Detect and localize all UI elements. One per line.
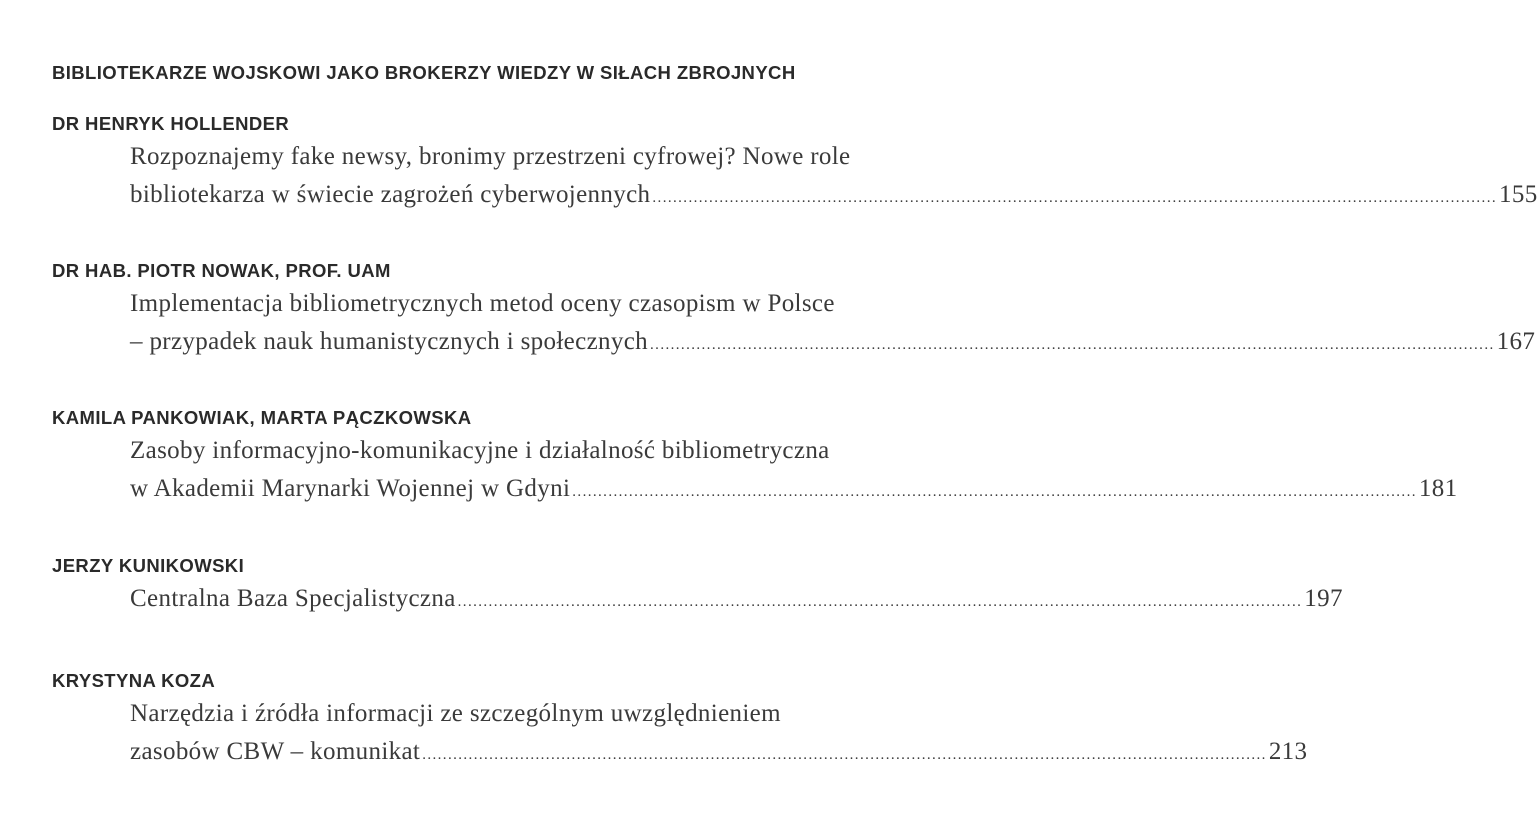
entry-title-text: zasobów CBW – komunikat xyxy=(130,738,421,765)
entry-title-line: Rozpoznajemy fake newsy, bronimy przestrzeni cyfrowej? Nowe role xyxy=(130,143,851,170)
entry-title-line: Implementacja bibliometrycznych metod oceny czasopism w Polsce xyxy=(130,290,835,317)
entry-title-line-with-page xyxy=(130,475,1458,503)
page-number: 213 xyxy=(1268,738,1308,765)
leader-dots: .................................................................................................................................................................... xyxy=(652,190,1497,206)
entry-title-line-with-page xyxy=(130,738,1308,766)
entry-author: DR HAB. PIOTR NOWAK, PROF. UAM xyxy=(52,260,391,281)
page-number: 181 xyxy=(1418,475,1458,502)
leader-dots: .................................................................................................................................................................... xyxy=(650,337,1495,353)
entry-title-line-with-page xyxy=(130,181,1538,209)
entry-title-text: Centralna Baza Specjalistyczna xyxy=(130,585,456,612)
page-number: 197 xyxy=(1304,585,1343,612)
entry-title-line: Narzędzia i źródła informacji ze szczególnym uwzględnieniem xyxy=(130,700,781,727)
section-title: BIBLIOTEKARZE WOJSKOWI JAKO BROKERZY WIEDZY W SIŁACH ZBROJNYCH xyxy=(52,62,796,83)
entry-title-text: – przypadek nauk humanistycznych i społecznych xyxy=(130,328,649,355)
entry-author: KRYSTYNA KOZA xyxy=(52,670,216,691)
entry-title-text: w Akademii Marynarki Wojennej w Gdyni xyxy=(130,475,571,502)
page-number: 155 xyxy=(1499,181,1538,208)
entry-author: KAMILA PANKOWIAK, MARTA PĄCZKOWSKA xyxy=(52,407,472,428)
leader-dots: .................................................................................................................................................................... xyxy=(457,594,1303,610)
entry-author: JERZY KUNIKOWSKI xyxy=(52,555,245,576)
page-number: 167 xyxy=(1496,328,1536,355)
entry-author: DR HENRYK HOLLENDER xyxy=(52,113,290,134)
entry-title-line: Zasoby informacyjno-komunikacyjne i działalność bibliometryczna xyxy=(130,437,830,464)
entry-title-text: bibliotekarza w świecie zagrożeń cyberwojennych xyxy=(130,181,651,208)
entry-title-line-with-page xyxy=(130,328,1536,356)
entry-title-line-with-page xyxy=(130,585,1343,613)
leader-dots: .................................................................................................................................................................... xyxy=(572,484,1417,500)
leader-dots: .................................................................................................................................................................... xyxy=(422,747,1267,763)
